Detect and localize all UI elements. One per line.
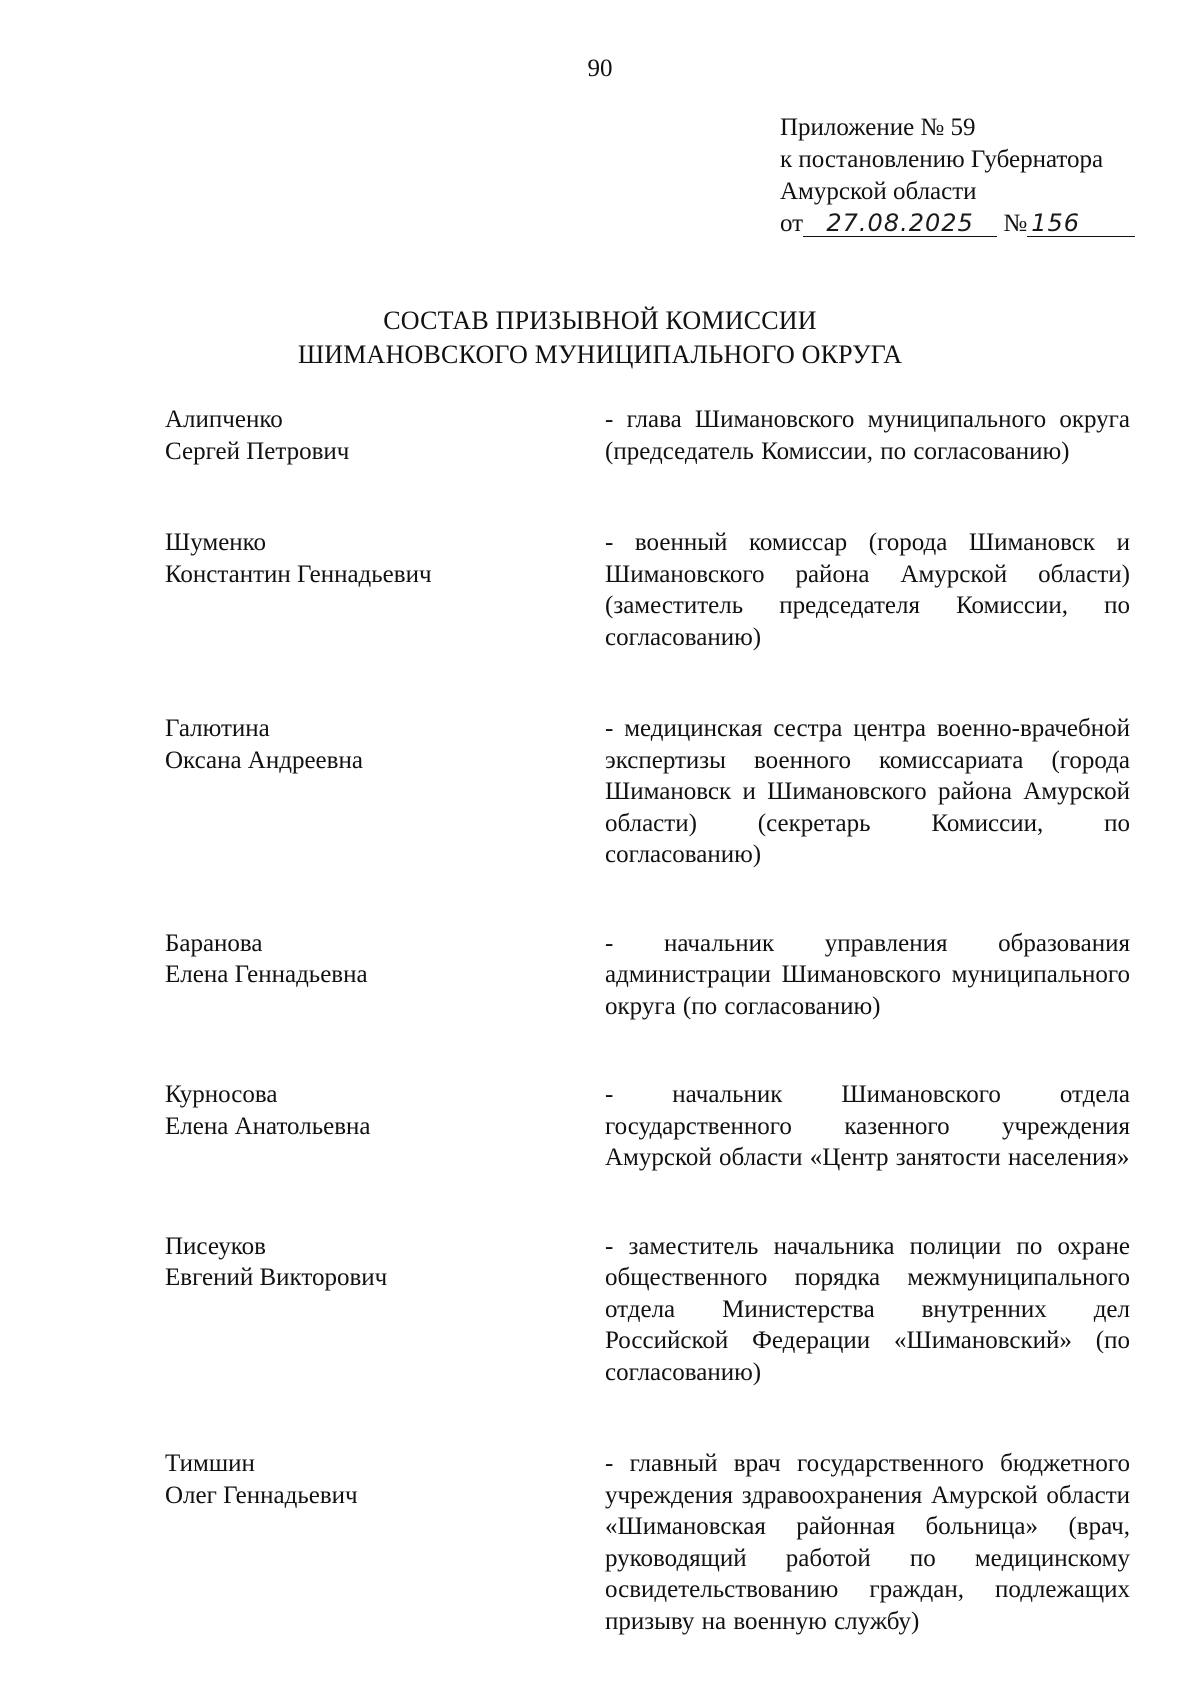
member-entry	[165, 1231, 1130, 1389]
appendix-number: Приложение № 59	[780, 114, 976, 141]
member-given-names: Елена Геннадьевна	[165, 961, 368, 988]
member-name	[165, 404, 585, 467]
member-surname: Алипченко	[165, 406, 283, 433]
member-role: - заместитель начальника полиции по охране общественного порядка межмуниципального отдела Министерства внутренних дел Российской Федерации «Шимановский» (по согласованию)	[605, 1232, 1130, 1386]
member-entry	[165, 404, 1130, 467]
member-surname: Галютина	[165, 715, 270, 742]
member-role: - главный врач государственного бюджетного учреждения здравоохранения Амурской области «Шимановская районная больница» (врач, руководящий работой по медицинскому освидетельствованию граждан, подлежащих призыву на военную службу)	[605, 1450, 1130, 1635]
from-label: от	[780, 210, 804, 237]
member-given-names: Евгений Викторович	[165, 1264, 388, 1291]
member-surname: Писеуков	[165, 1232, 266, 1260]
member-name	[165, 928, 585, 991]
member-name	[165, 713, 585, 776]
member-entry	[165, 928, 1130, 1023]
commission-members-list	[165, 404, 1130, 1637]
member-role: - начальник управления образования администрации Шимановского муниципального округа (по согласованию)	[605, 929, 1130, 1020]
title-line-2: ШИМАНОВСКОГО МУНИЦИПАЛЬНОГО ОКРУГА	[297, 340, 903, 369]
appendix-header	[780, 112, 1140, 240]
appendix-date-number-line	[780, 208, 1140, 240]
member-surname: Баранова	[165, 929, 263, 957]
appendix-region: Амурской области	[780, 178, 977, 205]
member-given-names: Елена Анатольевна	[165, 1112, 371, 1140]
member-entry	[165, 527, 1130, 653]
document-title	[0, 304, 1200, 372]
appendix-decree-ref: к постановлению Губернатора	[780, 146, 1104, 173]
member-given-names: Оксана Андреевна	[165, 746, 363, 774]
member-surname: Курносова	[165, 1081, 278, 1108]
member-role: - глава Шимановского муниципального округа (председатель Комиссии, по согласованию)	[605, 406, 1130, 465]
member-given-names: Сергей Петрович	[165, 437, 350, 465]
title-line-1: СОСТАВ ПРИЗЫВНОЙ КОМИССИИ	[383, 306, 817, 335]
member-role: - военный комиссар (города Шимановск и Шимановского района Амурской области) (заместитель председателя Комиссии, по согласованию)	[605, 529, 1130, 651]
handwritten-date: 27.08.2025	[803, 210, 997, 237]
page-number: 90	[587, 55, 613, 82]
member-entry	[165, 1079, 1130, 1174]
member-name	[165, 1448, 585, 1511]
member-name	[165, 1231, 585, 1294]
handwritten-number: 156	[1027, 210, 1135, 237]
member-role: - медицинская сестра центра военно-врачебной экспертизы военного комиссариата (города Шимановск и Шимановского района Амурской области) (секретарь Комиссии, по согласованию)	[605, 715, 1130, 868]
member-name	[165, 527, 585, 590]
member-entry	[165, 1448, 1130, 1637]
member-name	[165, 1079, 585, 1142]
member-given-names: Константин Геннадьевич	[165, 560, 432, 588]
member-surname: Шуменко	[165, 529, 267, 556]
member-entry	[165, 713, 1130, 871]
member-role: - начальник Шимановского отдела государственного казенного учреждения Амурской области «Центр занятости населения»	[605, 1081, 1130, 1171]
number-label: №	[1003, 210, 1028, 237]
member-surname: Тимшин	[165, 1450, 255, 1477]
member-given-names: Олег Геннадьевич	[165, 1481, 358, 1509]
